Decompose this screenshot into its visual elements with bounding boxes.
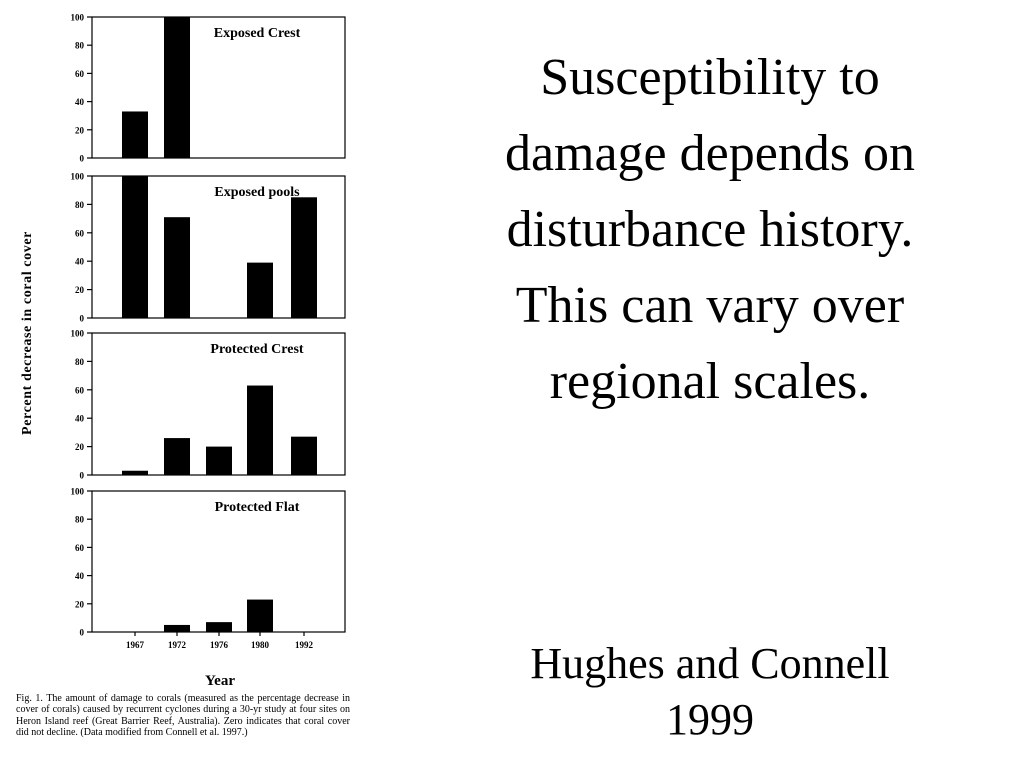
bar [247,600,273,632]
chart-panels [71,13,346,651]
x-tick-label: 1972 [168,640,186,650]
panel-title: Protected Crest [210,342,304,357]
bar [164,217,190,318]
y-tick-label: 60 [75,542,84,553]
bar [122,471,148,475]
bar [164,625,190,632]
y-tick-label: 80 [75,356,84,367]
bar [291,197,317,318]
panel-title: Exposed pools [214,185,300,200]
y-tick-label: 100 [70,12,84,23]
y-tick-label: 40 [75,571,84,582]
bar [291,437,317,475]
x-tick-label: 1992 [295,640,313,650]
x-axis-label: Year [205,673,235,689]
y-tick-label: 100 [70,328,84,339]
bar [122,111,148,158]
bar [247,263,273,318]
y-tick-label: 0 [79,313,84,324]
citation-year: 1999 [666,695,754,744]
y-tick-label: 60 [75,228,84,239]
y-tick-label: 80 [75,199,84,210]
y-tick-label: 0 [79,627,84,638]
slide-headline: Susceptibility to damage depends on disturbance history. This can vary over regional scales. [504,49,916,410]
y-tick-label: 20 [75,285,84,296]
figure-caption: Fig. 1. The amount of damage to corals (measured as the percentage decrease in cover of corals) caused by recurrent cyclones during a 30-yr study at four sites on Heron Island reef (Great Barrier Reef, Australia). Zero indicates that coral cover did not decline. (Data modified from Connell et al. 1997.) [16,693,350,739]
y-tick-label: 0 [79,153,84,164]
bar [164,17,190,158]
x-tick-label: 1967 [126,640,144,650]
y-tick-label: 20 [75,599,84,610]
y-tick-label: 40 [75,97,84,108]
bar [206,447,232,475]
y-tick-label: 40 [75,413,84,424]
bar [164,438,190,475]
y-tick-label: 80 [75,40,84,51]
y-tick-label: 20 [75,125,84,136]
y-axis-label: Percent decrease in coral cover [20,231,35,435]
panel-title: Protected Flat [214,500,300,515]
y-tick-label: 40 [75,256,84,267]
panel-title: Exposed Crest [213,26,301,41]
y-tick-label: 60 [75,68,84,79]
coral-damage-figure [0,0,460,690]
y-tick-label: 60 [75,385,84,396]
y-tick-label: 0 [79,470,84,481]
y-tick-label: 100 [70,486,84,497]
y-tick-label: 100 [70,171,84,182]
x-tick-label: 1980 [251,640,269,650]
slide-citation [480,636,940,748]
y-tick-label: 20 [75,442,84,453]
x-tick-label: 1976 [210,640,228,650]
bar [247,386,273,475]
bar [122,176,148,318]
citation-authors: Hughes and Connell [530,639,890,688]
y-tick-label: 80 [75,514,84,525]
bar [206,622,232,632]
